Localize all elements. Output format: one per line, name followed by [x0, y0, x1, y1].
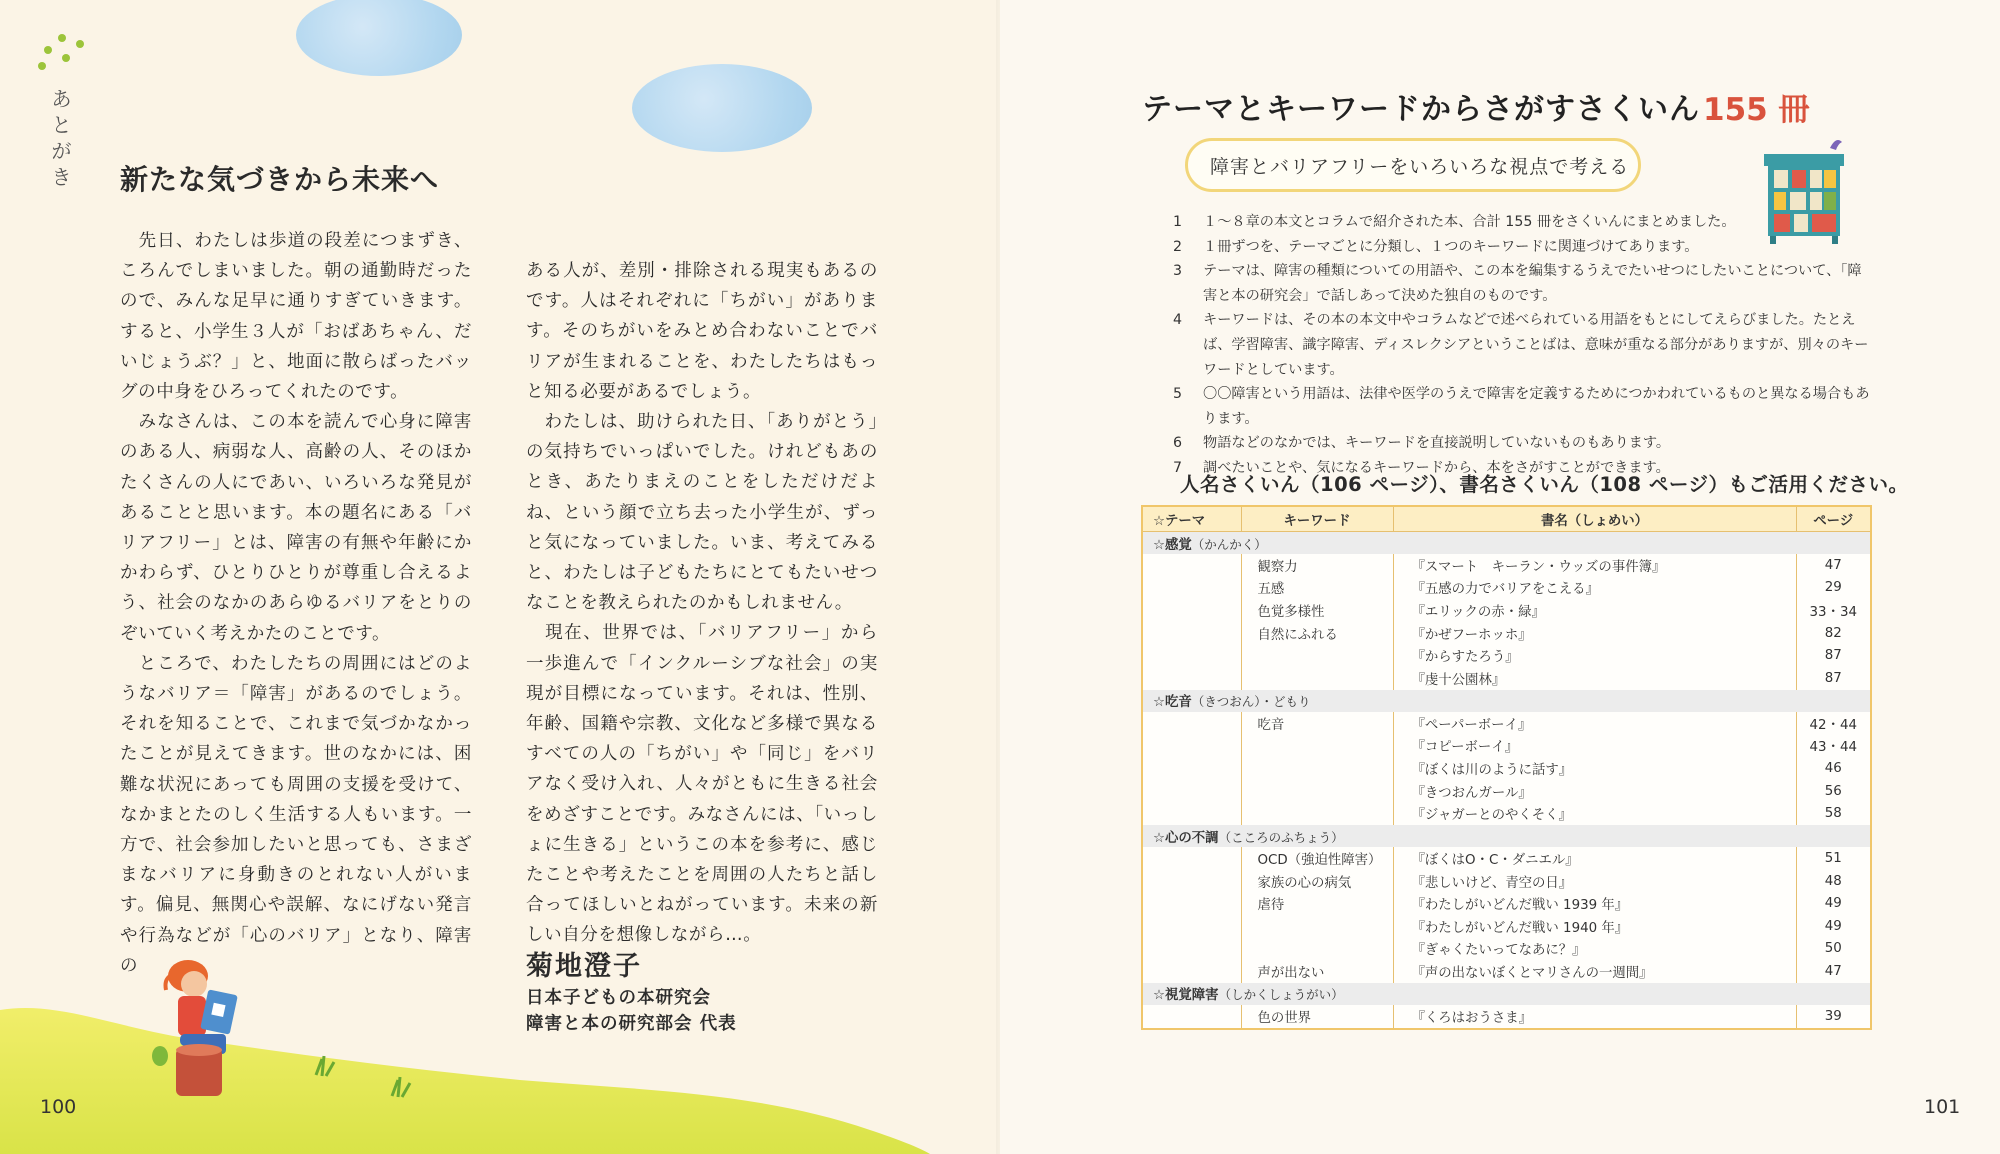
- theme-reading: （かんかく）: [1191, 536, 1267, 552]
- page-cell: 87: [1796, 667, 1870, 690]
- theme-cell: [1143, 757, 1241, 780]
- author-affiliation: 日本子どもの本研究会: [526, 988, 711, 1008]
- theme-row: [1143, 983, 1870, 1005]
- page-cell: 46: [1796, 757, 1870, 780]
- theme-cell: [1143, 622, 1241, 645]
- book-title-cell: 『五感の力でバリアをこえる』: [1393, 577, 1796, 600]
- book-title-cell: 『きつおんガール』: [1393, 780, 1796, 803]
- note-item: 7 調べたいことや、気になるキーワードから、本をさがすことができます。: [1173, 459, 1670, 476]
- table-row: [1143, 1005, 1870, 1028]
- book-title-cell: 『ペーパーボーイ』: [1393, 712, 1796, 735]
- keyword-cell: 色の世界: [1241, 1005, 1393, 1028]
- book-title-cell: 『わたしがいどんだ戦い 1939 年』: [1393, 892, 1796, 915]
- page-cell: 47: [1796, 960, 1870, 983]
- theme-label: ☆吃音: [1153, 695, 1192, 711]
- theme-cell: [1143, 645, 1241, 668]
- theme-cell: [1143, 599, 1241, 622]
- theme-cell: [1143, 802, 1241, 825]
- theme-cell: [1143, 712, 1241, 735]
- cloud-illustration: [632, 64, 812, 152]
- keyword-cell: OCD（強迫性障害）: [1241, 847, 1393, 870]
- page-cell: 51: [1796, 847, 1870, 870]
- index-title: テーマとキーワードからさがすさくいん: [1142, 92, 1700, 127]
- keyword-cell: [1241, 667, 1393, 690]
- essay-title: 新たな気づきから未来へ: [120, 163, 440, 196]
- book-title-cell: 『虔十公園林』: [1393, 667, 1796, 690]
- page-cell: 42・44: [1796, 712, 1870, 735]
- keyword-cell: 虐待: [1241, 892, 1393, 915]
- theme-label: ☆感覚: [1153, 537, 1192, 553]
- note-item: 1 １～８章の本文とコラムで紹介された本、合計 155 冊をさくいんにまとめました。: [1173, 214, 1736, 230]
- keyword-cell: [1241, 757, 1393, 780]
- book-title-cell: 『ぼくは川のように話す』: [1393, 757, 1796, 780]
- page-cell: 47: [1796, 554, 1870, 577]
- table-row: [1143, 712, 1870, 735]
- theme-cell: [1143, 734, 1241, 757]
- theme-row: [1143, 532, 1870, 555]
- page-cell: 39: [1796, 1005, 1870, 1028]
- book-title-cell: 『ジャガーとのやくそく』: [1393, 802, 1796, 825]
- book-title-cell: 『わたしがいどんだ戦い 1940 年』: [1393, 915, 1796, 938]
- table-row: [1143, 870, 1870, 893]
- theme-cell: [1143, 870, 1241, 893]
- author-name: 菊地澄子: [526, 951, 642, 982]
- note-item: 2 １冊ずつを、テーマごとに分類し、１つのキーワードに関連づけてあります。: [1173, 238, 1699, 255]
- essay-column-1: 先日、わたしは歩道の段差につまずき、ころんでしまいました。朝の通勤時だったので、みんな足早に通りすぎていきます。すると、小学生３人が「おばあちゃん、だいじょうぶ？」と、地面に散らばったバッグの中身をひろってくれたのです。 みなさんは、この本を読んで心身に障害のある人、病弱な人、高齢の人、そのほかたくさんの人にであい、いろいろな発見があることと思います。本の題名にある「バリアフリー」とは、障害の有無や年齢にかかわらず、ひとりひとりが尊重し合えるよう、社会のなかのあらゆるバリアをとりのぞいていく考えかたのことです。 ところで、わたしたちの周囲にはどのようなバリア＝「障害」があるのでしょう。それを知ることで、これまで気づかなかったことが見えてきます。世のなかには、困難な状況にあっても周囲の支援を受けて、なかまとたのしく生活する人もいます。一方で、社会参加したいと思っても、さまざまなバリアに身動きのとれない人がいます。偏見、無関心や誤解、なにげない発言や行為などが「心のバリア」となり、障害の: [120, 231, 472, 976]
- page-cell: 29: [1796, 577, 1870, 600]
- page-cell: 43・44: [1796, 734, 1870, 757]
- table-row: [1143, 960, 1870, 983]
- keyword-cell: 吃音: [1241, 712, 1393, 735]
- keyword-cell: [1241, 802, 1393, 825]
- page-cell: 58: [1796, 802, 1870, 825]
- keyword-cell: [1241, 734, 1393, 757]
- page-number: 101: [1924, 1096, 1961, 1118]
- header-title: 書名（しょめい）: [1393, 507, 1796, 532]
- keyword-cell: 家族の心の病気: [1241, 870, 1393, 893]
- keyword-cell: [1241, 915, 1393, 938]
- page-number: 100: [40, 1096, 77, 1118]
- keyword-cell: [1241, 938, 1393, 961]
- table-row: [1143, 780, 1870, 803]
- table-row: [1143, 847, 1870, 870]
- header-keyword: キーワード: [1241, 507, 1393, 532]
- book-title-cell: 『悲しいけど、青空の日』: [1393, 870, 1796, 893]
- book-title-cell: 『エリックの赤・緑』: [1393, 599, 1796, 622]
- keyword-cell: 色覚多様性: [1241, 599, 1393, 622]
- keyword-cell: 自然にふれる: [1241, 622, 1393, 645]
- keyword-cell: 声が出ない: [1241, 960, 1393, 983]
- page-cell: 50: [1796, 938, 1870, 961]
- book-count: 155 冊: [1703, 92, 1810, 128]
- table-row: [1143, 577, 1870, 600]
- book-title-cell: 『スマート キーラン・ウッズの事件簿』: [1393, 554, 1796, 577]
- theme-cell: [1143, 915, 1241, 938]
- keyword-cell: 五感: [1241, 577, 1393, 600]
- table-row: [1143, 554, 1870, 577]
- cloud-illustration: [296, 0, 462, 76]
- section-tag-afterword: あ と が き: [51, 87, 73, 189]
- theme-label: ☆視覚障害: [1153, 988, 1219, 1004]
- author-affiliation: 障害と本の研究部会 代表: [526, 1014, 737, 1034]
- table-row: [1143, 938, 1870, 961]
- table-row: [1143, 622, 1870, 645]
- book-title-cell: 『かぜフーホッホ』: [1393, 622, 1796, 645]
- keyword-cell: [1241, 780, 1393, 803]
- book-title-cell: 『からすたろう』: [1393, 645, 1796, 668]
- theme-reading: （きつおん）・どもり: [1191, 694, 1311, 710]
- book-title-cell: 『声の出ないぼくとマリさんの一週間』: [1393, 960, 1796, 983]
- table-row: [1143, 757, 1870, 780]
- right-page: [1000, 0, 2000, 1154]
- page-cell: 49: [1796, 915, 1870, 938]
- book-title-cell: 『ぎゃくたいってなあに？』: [1393, 938, 1796, 961]
- note-item: 4 キーワードは、その本の本文中やコラムなどで述べられている用語をもとにしてえらびました。たとえば、学習障害、識字障害、ディスレクシアということばは、意味が重なる部分がありますが、別々のキーワードとしています。: [1173, 312, 1869, 378]
- book-title-cell: 『ぼくはO・C・ダニエル』: [1393, 847, 1796, 870]
- index-table: [1141, 505, 1872, 1030]
- theme-row: [1143, 690, 1870, 712]
- keyword-cell: [1241, 645, 1393, 668]
- theme-reading: （こころのふちょう）: [1218, 829, 1344, 845]
- table-row: [1143, 915, 1870, 938]
- theme-cell: [1143, 1005, 1241, 1028]
- table-row: [1143, 645, 1870, 668]
- page-cell: 56: [1796, 780, 1870, 803]
- page-cell: 49: [1796, 892, 1870, 915]
- theme-cell: [1143, 847, 1241, 870]
- header-page: ページ: [1796, 507, 1870, 532]
- keyword-cell: 観察力: [1241, 554, 1393, 577]
- note-item: 6 物語などのなかでは、キーワードを直接説明していないものもあります。: [1173, 435, 1671, 452]
- page-cell: 33・34: [1796, 599, 1870, 622]
- note-item: 3 テーマは、障害の種類についての用語や、この本を編集するうえでたいせつにしたいことについて、「障害と本の研究会」で話しあって決めた独自のものです。: [1173, 263, 1862, 304]
- header-theme: ☆テーマ: [1143, 507, 1241, 532]
- child-reading-illustration: [150, 948, 280, 1108]
- theme-row: [1143, 825, 1870, 847]
- theme-reading: （しかくしょうがい）: [1218, 987, 1344, 1003]
- page-cell: 82: [1796, 622, 1870, 645]
- table-row: [1143, 892, 1870, 915]
- page-cell: 87: [1796, 645, 1870, 668]
- theme-cell: [1143, 960, 1241, 983]
- theme-cell: [1143, 554, 1241, 577]
- table-body: [1143, 532, 1870, 1028]
- book-title-cell: 『くろはおうさま』: [1393, 1005, 1796, 1028]
- table-row: [1143, 599, 1870, 622]
- theme-cell: [1143, 780, 1241, 803]
- other-index-reference: 人名さくいん（106 ページ）、書名さくいん（108 ページ）もご活用ください。: [1180, 473, 1909, 496]
- index-notes: [1173, 210, 1873, 481]
- essay-column-2: ある人が、差別・排除される現実もあるのです。人はそれぞれに「ちがい」があります。そのちがいをみとめ合わないことでバリアが生まれることを、わたしたちはもっと知る必要があるでしょう。 わたしは、助けられた日、「ありがとう」の気持ちでいっぱいでした。けれどもあのとき、あたりまえのことをしただけだよね、という顔で立ち去った小学生が、ずっと気になっていました。いま、考えてみると、わたしは子どもたちにとてもたいせつなことを教えられたのかもしれません。 現在、世界では、「バリアフリー」から一歩進んで「インクルーシブな社会」の実現が目標になっています。それは、性別、年齢、国籍や宗教、文化など多様で異なるすべての人の「ちがい」や「同じ」をバリアなく受け入れ、人々がともに生きる社会をめざすことです。みなさんには、「いっしょに生きる」というこの本を参考に、感じたことや考えたことを周囲の人たちと話し合ってほしいとねがっています。未来の新しい自分を想像しながら…。: [526, 261, 878, 946]
- page-cell: 48: [1796, 870, 1870, 893]
- theme-cell: [1143, 577, 1241, 600]
- theme-cell: [1143, 892, 1241, 915]
- index-subtitle: 障害とバリアフリーをいろいろな視点で考える: [1210, 156, 1630, 178]
- book-title-cell: 『コピーボーイ』: [1393, 734, 1796, 757]
- table-row: [1143, 667, 1870, 690]
- theme-label: ☆心の不調: [1153, 830, 1219, 846]
- note-item: 5 〇〇障害という用語は、法律や医学のうえで障害を定義するためにつかわれているものと異なる場合もあります。: [1173, 386, 1870, 427]
- table-row: [1143, 802, 1870, 825]
- theme-cell: [1143, 667, 1241, 690]
- theme-cell: [1143, 938, 1241, 961]
- table-header-row: [1143, 507, 1870, 532]
- table-row: [1143, 734, 1870, 757]
